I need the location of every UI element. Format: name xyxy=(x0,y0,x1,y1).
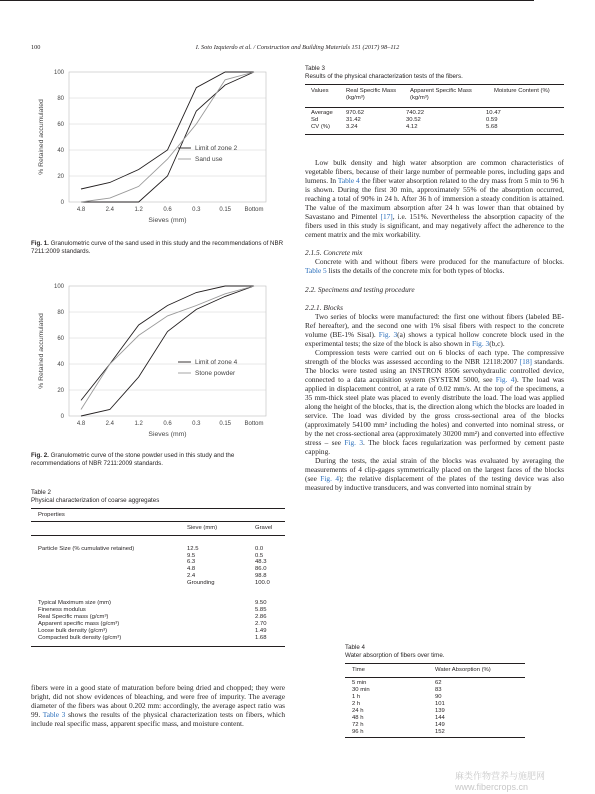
table-3-cell: 3.24 xyxy=(346,123,358,130)
table-3-head-real: Real Specific Mass (kg/m³) xyxy=(346,88,397,101)
table-4-head-absorption: Water Absorption (%) xyxy=(435,667,491,673)
section-2-1-5-heading: 2.1.5. Concrete mix xyxy=(305,248,363,258)
ref-18-link[interactable]: [18] xyxy=(519,356,532,366)
table-3-cell: 4.12 xyxy=(406,123,418,130)
x-tick-label: 2.4 xyxy=(105,421,115,427)
x-tick-label: 0.3 xyxy=(192,207,201,213)
table-4-time-cell: 30 min xyxy=(352,687,370,693)
table-2-sieve-cell: Grounding xyxy=(187,579,215,586)
table-2-gravel-head: Gravel xyxy=(255,525,273,531)
table-2-gravel-column xyxy=(255,546,270,586)
y-axis-label: % Retained accumulated xyxy=(38,99,45,175)
table-4-absorption-cell: 139 xyxy=(435,708,445,714)
table-4-head-time: Time xyxy=(352,667,365,673)
table-4-absorption-cell: 101 xyxy=(435,701,445,707)
table-4-absorption-cell: 152 xyxy=(435,729,445,735)
table-2-property-row xyxy=(38,635,278,642)
legend-label: Limit of zone 4 xyxy=(195,359,238,367)
table-4-link[interactable]: Table 4 xyxy=(337,176,360,186)
table-4-head-rule xyxy=(345,677,525,678)
right-p3-b: (a) shows a typical hollow concrete block used in the experimental tests; the size of the block is also shown in xyxy=(305,329,564,348)
y-tick-label: 100 xyxy=(53,284,64,291)
table-2-particle-size-label: Particle Size (% cumulative retained) xyxy=(38,546,135,552)
table-4-time-cell: 96 h xyxy=(352,729,364,735)
table-3-head-rule xyxy=(305,107,564,108)
table-2-gravel-cell: 86.0 xyxy=(255,566,267,573)
figure-1-caption-text: Granulometric curve of the sand used in this study and the recommendations of NBR 7211:2009 standards. xyxy=(31,240,284,255)
y-tick-label: 60 xyxy=(57,336,64,343)
table-4-bottom-rule xyxy=(345,737,525,738)
table-2-property-value: 2.86 xyxy=(255,614,267,620)
fig-3-link[interactable]: Fig. 3 xyxy=(472,338,490,348)
right-p4-c: ). The load was applied in displacement control, at a rate of 0.02 mm/s. At the top of the specimens, a 35 mm-thick steel plate was placed to evenly distribute the load. The load was applied along the height of the blocks, that is, the direction along which the blocks are loaded in service. The load was divided by the gross cross-sectional area of the blocks (approximately 54100 mm² including the holes) and converted into nominal stress, or by the net cross-sectional area (approximately 30200 mm²) and converted into effective stress – see xyxy=(305,374,565,448)
figure-1-label: Fig. 1. xyxy=(31,240,49,247)
table-3-body xyxy=(305,110,564,130)
x-axis-label: Sieves (mm) xyxy=(148,431,187,438)
right-column-text xyxy=(305,158,564,492)
table-4-time-cell: 1 h xyxy=(352,694,361,700)
table-3-cell: 31.42 xyxy=(346,116,361,123)
table-2-property-row xyxy=(38,621,278,628)
table-2-gravel-cell: 100.0 xyxy=(255,579,270,586)
x-tick-label: Bottom xyxy=(244,207,264,213)
table-4-title: Water absorption of fibers over time. xyxy=(345,652,445,659)
right-p2-a: Concrete with and without fibers were produced for the manufacture of blocks. xyxy=(315,257,564,267)
x-tick-label: 2.4 xyxy=(105,207,115,213)
table-4-row xyxy=(352,708,512,715)
table-2-property-name: Fineness modulus xyxy=(38,607,86,613)
table-2-property-name: Loose bulk density (g/cm³) xyxy=(38,628,108,634)
table-3-row xyxy=(305,110,564,117)
table-2-property-value: 9.50 xyxy=(255,600,267,606)
table-2-gravel-cell: 0.5 xyxy=(255,552,264,559)
table-4-time-cell: 5 min xyxy=(352,680,367,686)
table-4-absorption-cell: 62 xyxy=(435,680,442,686)
left-paragraph-1 xyxy=(31,683,285,728)
running-title: I. Soto Izquierdo et al. / Construction and Building Materials 151 (2017) 98–112 xyxy=(195,44,400,51)
table-4-time-cell: 72 h xyxy=(352,722,364,728)
right-p5-b: ); the relative displacement of the plates of the testing device was also measured by inductive transducers, and was converted into nominal strain by xyxy=(305,474,564,493)
x-tick-label: 0.15 xyxy=(219,421,232,427)
table-3-cell: 30.52 xyxy=(406,116,421,123)
series-line xyxy=(81,72,254,189)
right-p1-a: Low bulk density and high water absorption are common characteristics of vegetable fibers, because of their large number of permeable pores, including gaps and lumens. In xyxy=(305,158,564,186)
table-2-property-name: Real Specific mass (g/cm³) xyxy=(38,614,109,620)
table-4-row xyxy=(352,687,512,694)
table-2-bottom-rule xyxy=(31,646,285,647)
y-axis-label: % Retained accumulated xyxy=(38,313,45,389)
table-3-cell: Average xyxy=(311,110,333,116)
table-5-link[interactable]: Table 5 xyxy=(305,266,327,276)
table-3 xyxy=(305,88,564,102)
table-4-row xyxy=(352,722,512,729)
table-2-head-rule xyxy=(31,521,285,522)
table-4-time-cell: 24 h xyxy=(352,708,364,714)
table-3-cell: Sd xyxy=(311,116,319,123)
figure-2-chart xyxy=(31,280,286,450)
table-3-cell: CV (%) xyxy=(311,123,330,130)
table-4-time-cell: 2 h xyxy=(352,701,361,707)
watermark: 麻类作物营养与施肥网 www.fibercrops.cn xyxy=(455,771,546,792)
right-p1-b: the fiber water absorption related to the dry mass from 5 min to 96 h is shown. During the first 30 min, approximately 55% of the absorption occurred, reaching a total of 90% in 24 h. After 36 h of immersion a steady condition is attained. The value of the maximum absorption after 24 h was lower than that obtained by Savastano and Pimentel xyxy=(305,176,564,222)
table-2-gravel-cell: 0.0 xyxy=(255,546,264,552)
y-tick-label: 20 xyxy=(57,174,64,181)
table-4-body xyxy=(352,680,512,736)
series-line xyxy=(81,72,254,202)
x-tick-label: 1.2 xyxy=(134,207,143,213)
y-tick-label: 40 xyxy=(57,362,64,369)
figure-2-label: Fig. 2. xyxy=(31,452,49,459)
fig-4-link[interactable]: Fig. 4 xyxy=(320,474,340,484)
table-2-property-value: 1.68 xyxy=(255,635,267,641)
legend-label: Limit of zone 2 xyxy=(195,145,238,153)
table-4-row xyxy=(352,701,512,708)
table-3-head-values: Values xyxy=(311,88,329,94)
table-4-row xyxy=(352,694,512,701)
y-tick-label: 40 xyxy=(57,148,64,155)
table-4-row xyxy=(352,680,512,687)
table-3-link[interactable]: Table 3 xyxy=(42,710,66,720)
right-paragraph-2 xyxy=(305,257,564,275)
y-tick-label: 20 xyxy=(57,388,64,395)
table-2-property-name: Typical Maximum size (mm) xyxy=(38,600,111,606)
right-paragraph-1 xyxy=(305,158,564,239)
spacer xyxy=(305,294,564,303)
x-tick-label: 0.6 xyxy=(163,207,172,213)
ref-17-link[interactable]: [17] xyxy=(380,212,393,222)
right-p3-c: (b,c). xyxy=(489,338,505,348)
table-2-sieve-cell: 12.5 xyxy=(187,546,199,552)
right-paragraph-4 xyxy=(305,348,564,457)
table-3-cell: 0.59 xyxy=(486,116,498,123)
table-2-sieve-cell: 4.8 xyxy=(187,566,196,573)
x-tick-label: 0.6 xyxy=(163,421,172,427)
chart-frame xyxy=(69,72,266,202)
table-4-time-cell: 48 h xyxy=(352,715,364,721)
section-2-2-1-heading: 2.2.1. Blocks xyxy=(305,302,343,312)
legend-label: Sand use xyxy=(195,156,223,164)
y-tick-label: 100 xyxy=(53,70,64,77)
x-tick-label: 0.3 xyxy=(192,421,201,427)
figure-2-caption-text: Granulometric curve of the stone powder used in this study and the recommendations of NBR 7211:2009 standards. xyxy=(31,452,235,467)
y-tick-label: 80 xyxy=(57,310,64,317)
table-3-cell: 10.47 xyxy=(486,110,501,116)
table-2-property-value: 5.85 xyxy=(255,607,267,613)
table-3-top-rule xyxy=(305,84,564,85)
y-tick-label: 0 xyxy=(60,414,64,421)
table-2-subhead-rule xyxy=(31,535,285,536)
table-3-head-apparent: Apparent Specific Mass (kg/m³) xyxy=(410,88,472,101)
table-4-absorption-cell: 149 xyxy=(435,722,445,728)
table-2-sieve-head: Sieve (mm) xyxy=(187,525,218,531)
right-p1-c: , i.e. 151%. Nevertheless the absorption capacity of the fibers used in this study is significant, and may negatively affect the adherence to the cement matrix and the mix workability. xyxy=(305,212,564,240)
figure-1-caption xyxy=(31,240,285,255)
y-tick-label: 60 xyxy=(57,122,64,129)
table-4-top-rule xyxy=(345,663,525,664)
right-p2-b: lists the details of the concrete mix for both types of blocks. xyxy=(326,266,505,276)
table-4-absorption-cell: 83 xyxy=(435,687,442,693)
page-number: 100 xyxy=(31,44,41,51)
right-p4-d: . The block faces regularization was performed by cement paste capping. xyxy=(305,438,564,457)
fig-3-link[interactable]: Fig. 3 xyxy=(344,438,364,448)
figure-1-chart xyxy=(31,66,286,238)
table-3-cell: 5.68 xyxy=(486,123,498,130)
table-2-title: Physical characterization of coarse aggregates xyxy=(31,497,160,504)
table-2-label: Table 2 xyxy=(31,489,51,496)
table-3-label: Table 3 xyxy=(305,65,325,72)
table-3-row xyxy=(305,124,564,131)
right-p4-b: standards. The blocks were tested using an INSTRON 8506 servohydraulic controlled device, connected to a data acquisition system (SYSTEM 5000, see xyxy=(305,356,564,384)
table-2-sieve-cell: 6.3 xyxy=(187,559,196,566)
left-column-text xyxy=(31,683,285,728)
table-4-label: Table 4 xyxy=(345,644,365,651)
table-3-header-row xyxy=(305,88,564,102)
y-tick-label: 80 xyxy=(57,96,64,103)
x-tick-label: 0.15 xyxy=(219,207,232,213)
spacer xyxy=(305,239,564,248)
table-2-top-rule xyxy=(31,508,285,509)
table-2-sieve-column xyxy=(187,546,215,586)
table-2-property-row xyxy=(38,607,278,614)
table-3-bottom-rule xyxy=(305,134,564,135)
table-2-property-value: 2.70 xyxy=(255,621,267,627)
table-3-cell: 970.62 xyxy=(346,110,365,116)
x-tick-label: 4.8 xyxy=(76,207,86,213)
table-2-property-row xyxy=(38,600,278,607)
right-paragraph-5 xyxy=(305,456,564,492)
table-4-absorption-cell: 144 xyxy=(435,715,445,721)
x-axis-label: Sieves (mm) xyxy=(148,217,187,224)
right-p3-a: Two series of blocks were manufactured: the first one without fibers (labeled BE-Ref hereafter), and the second one with 1% sisal fibers with respect to the concrete volume (BE-1% Sisal). xyxy=(305,311,564,339)
y-tick-label: 0 xyxy=(60,200,64,207)
table-2-properties-list xyxy=(38,600,278,642)
table-4-absorption-cell: 90 xyxy=(435,694,442,700)
table-2-property-name: Apparent specific mass (g/cm³) xyxy=(38,621,120,627)
table-2-property-row xyxy=(38,628,278,635)
header-rule xyxy=(0,0,534,1)
table-3-row xyxy=(305,117,564,124)
section-2-2-heading: 2.2. Specimens and testing procedure xyxy=(305,284,415,294)
table-3-title: Results of the physical characterization tests of the fibers. xyxy=(305,73,463,80)
table-2-property-name: Compacted bulk density (g/cm³) xyxy=(38,635,122,641)
table-2-property-row xyxy=(38,614,278,621)
table-3-head-moisture: Moisture Content (%) xyxy=(494,88,550,94)
figure-2-caption xyxy=(31,452,285,467)
right-p5-a: During the tests, the axial strain of the blocks was evaluated by averaging the measurements of 4 clip-gages symmetrically placed on the largest faces of the blocks (see xyxy=(305,456,564,484)
series-line xyxy=(81,286,254,410)
table-4-row xyxy=(352,729,512,736)
right-p4-a: Compression tests were carried out on 6 blocks of each type. The compressive strength of the blocks was assessed according to the NBR 12118:2007 xyxy=(305,347,564,366)
table-2-properties-head: Properties xyxy=(38,512,65,518)
x-tick-label: 4.8 xyxy=(76,421,86,427)
table-2-gravel-cell: 98.8 xyxy=(255,572,267,579)
table-2-gravel-cell: 48.3 xyxy=(255,559,267,566)
series-line xyxy=(81,72,254,202)
table-4-row xyxy=(352,715,512,722)
right-paragraph-3 xyxy=(305,312,564,348)
fig-3-link[interactable]: Fig. 3 xyxy=(378,329,398,339)
table-3-cell: 740.22 xyxy=(406,110,425,116)
table-2-sieve-cell: 2.4 xyxy=(187,572,196,579)
spacer xyxy=(305,276,564,285)
x-tick-label: 1.2 xyxy=(134,421,143,427)
left-p1-text-b: shows the results of the physical characterization tests on fibers, which include real specific mass, apparent specific mass, and moisture content. xyxy=(31,710,285,729)
table-2-sieve-cell: 9.5 xyxy=(187,552,196,559)
fig-4-link[interactable]: Fig. 4 xyxy=(495,374,515,384)
table-2-property-value: 1.49 xyxy=(255,628,267,634)
legend-label: Stone powder xyxy=(195,370,236,378)
x-tick-label: Bottom xyxy=(244,421,264,427)
left-p1-text-a: fibers were in a good state of maturation before being dried and chopped; they were bright, did not show evidences of bleaching, and were free of impurity. The average diameter of the fibers was about 0.202 mm: accordingly, the average aspect ratio was 99. xyxy=(31,683,285,720)
series-line xyxy=(81,286,254,400)
